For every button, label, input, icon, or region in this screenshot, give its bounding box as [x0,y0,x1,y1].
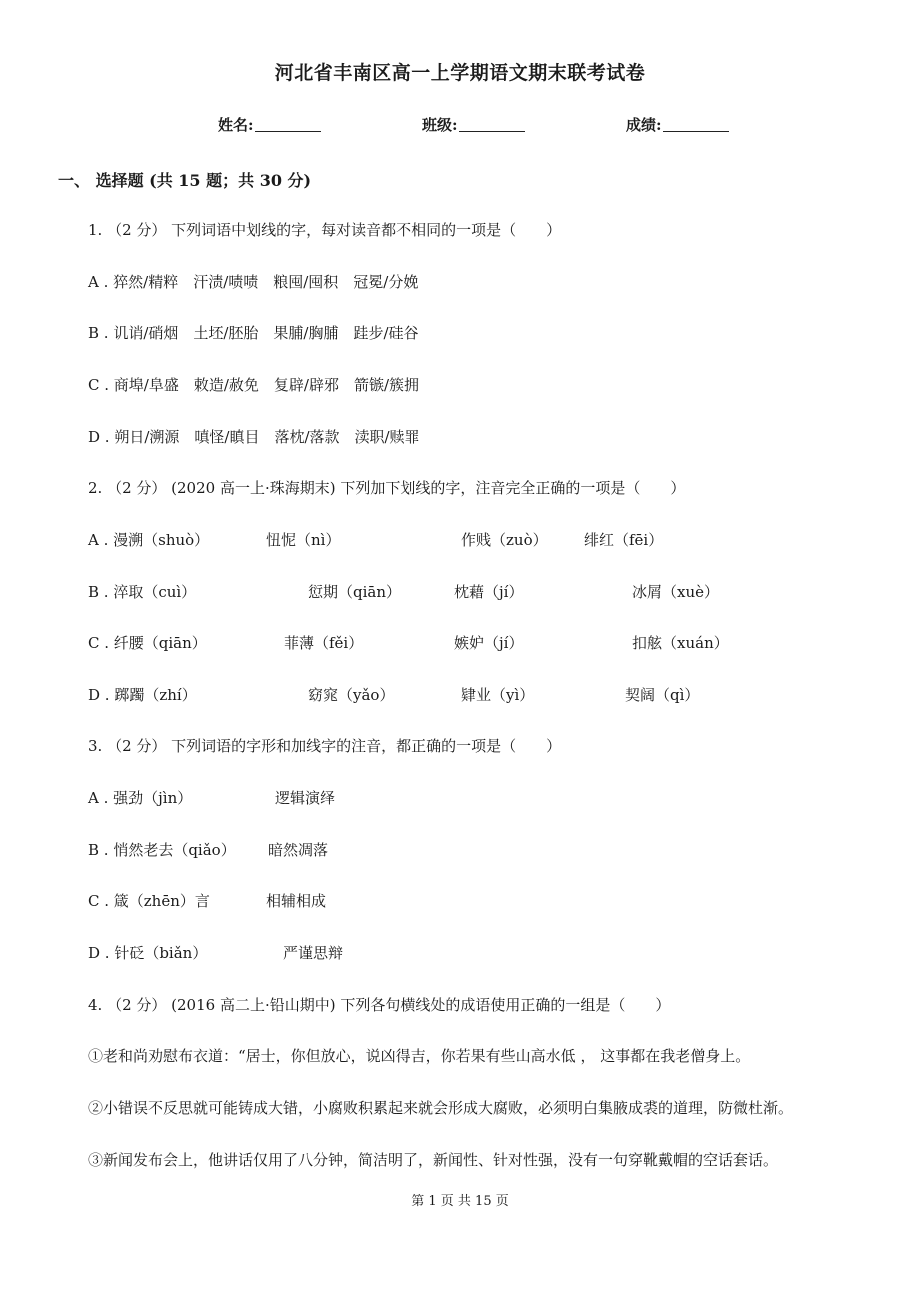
option-term: 冰屑（xuè） [632,583,719,601]
question-4-sentence-3: ③新闻发布会上，他讲话仅用了八分钟，简洁明了，新闻性、针对性强，没有一句穿靴戴帽的空话套话。 [88,1151,779,1169]
option-term: C . 箴（zhēn）言 [88,892,210,910]
class-field [422,114,525,135]
name-label: 姓名: [218,116,254,134]
question-1-option-b[interactable]: B . 讥诮/硝烟 土坯/胚胎 果脯/胸脯 跬步/硅谷 [88,324,419,342]
option-term: D . 踯躅（zhí） [88,686,197,704]
option-term: 契阔（qì） [625,686,700,704]
option-term: 窈窕（yǎo） [308,686,395,704]
question-4-stem: 4. （2 分） (2016 高二上·铅山期中) 下列各句横线处的成语使用正确的一组是（ ） [88,996,671,1014]
option-term: 逻辑演绎 [275,789,336,807]
score-field [626,114,729,135]
option-term: 忸怩（nì） [266,531,341,549]
option-term: 严谨思辩 [283,944,344,962]
option-term: 暗然凋落 [268,841,329,859]
option-term: 作贱（zuò） [461,531,548,549]
score-label: 成绩: [626,116,662,134]
question-4-sentence-2: ②小错误不反思就可能铸成大错，小腐败积累起来就会形成大腐败，必须明白集腋成裘的道理，防微杜渐。 [88,1099,794,1117]
option-term: B . 淬取（cuì） [88,583,197,601]
question-3-stem: 3. （2 分） 下列词语的字形和加线字的注音，都正确的一项是（ ） [88,737,562,755]
class-label: 班级: [422,116,458,134]
name-field [218,114,321,135]
question-2-stem: 2. （2 分） (2020 高一上·珠海期末) 下列加下划线的字，注音完全正确的一项是（ ） [88,479,686,497]
option-term: C . 纤腰（qiān） [88,634,207,652]
student-info-row [0,114,920,138]
question-1-option-c[interactable]: C . 商埠/阜盛 敕造/赦免 复辟/辟邪 箭镞/簇拥 [88,376,419,394]
page-footer: 第 1 页 共 15 页 [411,1194,509,1209]
option-term: 扣舷（xuán） [632,634,729,652]
name-blank[interactable] [255,116,321,132]
option-term: A . 漫溯（shuò） [88,531,210,549]
question-1-option-d[interactable]: D . 朔日/溯源 嗔怪/瞋目 落枕/落款 渎职/赎罪 [88,428,420,446]
question-1-option-a[interactable]: A . 猝然/精粹 汗渍/啧啧 粮囤/囤积 冠冕/分娩 [88,273,419,291]
option-term: 嫉妒（jí） [454,634,524,652]
option-term: A . 强劲（jìn） [88,789,193,807]
class-blank[interactable] [459,116,525,132]
question-4-sentence-1: ①老和尚劝慰布衣道：“居士，你但放心，说凶得吉，你若果有些山高水低 ， 这事都在我老僧身上。 [88,1047,751,1065]
exam-title: 河北省丰南区高一上学期语文期末联考试卷 [274,62,646,84]
question-1-stem: 1. （2 分） 下列词语中划线的字，每对读音都不相同的一项是（ ） [88,221,562,239]
option-term: 肄业（yì） [461,686,535,704]
option-term: 愆期（qiān） [308,583,402,601]
option-term: B . 悄然老去（qiǎo） [88,841,236,859]
score-blank[interactable] [663,116,729,132]
option-term: D . 针砭（biǎn） [88,944,208,962]
option-term: 枕藉（jí） [454,583,524,601]
option-term: 菲薄（fěi） [284,634,364,652]
section-heading: 一、 选择题 (共 15 题；共 30 分) [58,171,312,190]
option-term: 绯红（fēi） [584,531,664,549]
option-term: 相辅相成 [266,892,327,910]
